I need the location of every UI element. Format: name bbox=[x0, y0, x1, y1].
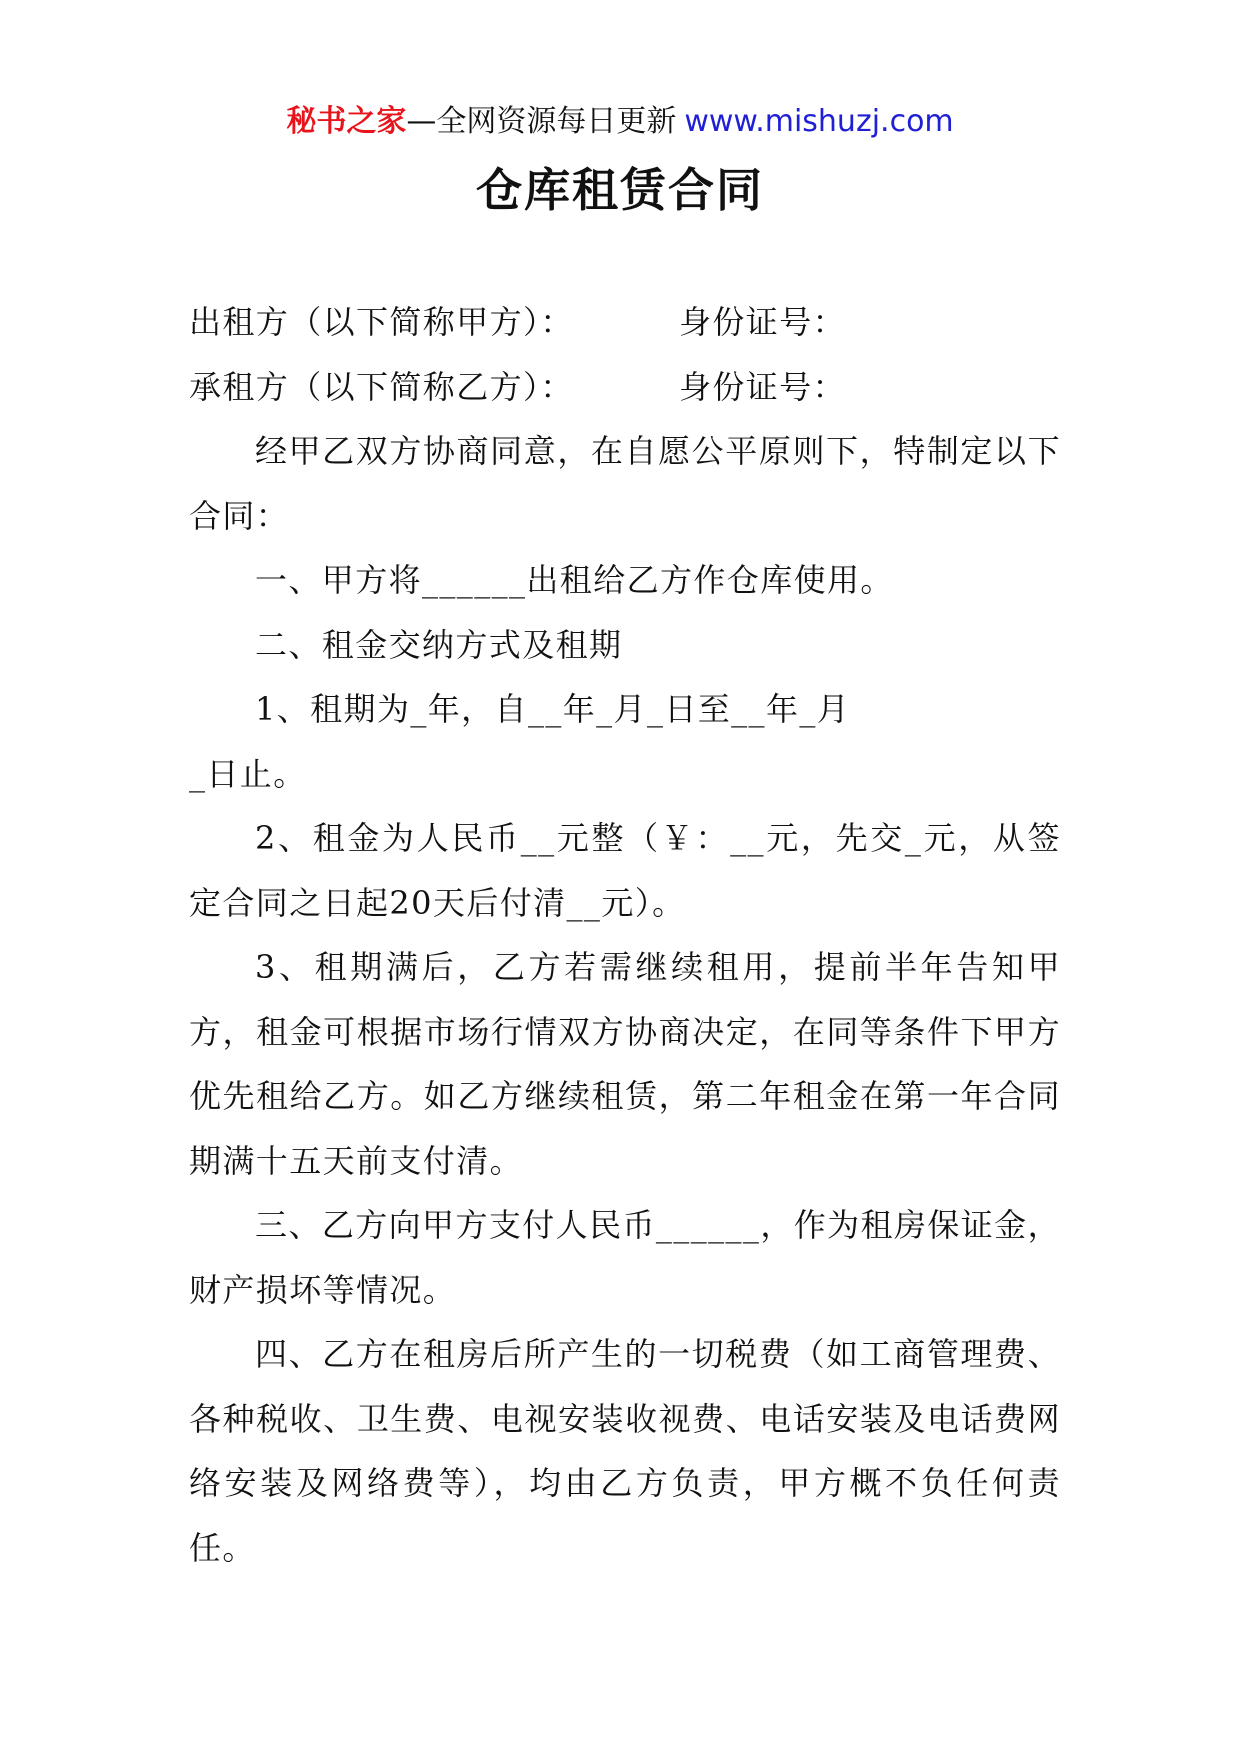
clause-4: 四、乙方在租房后所产生的一切税费（如工商管理费、各种税收、卫生费、电视安装收视费、电话安装及电话费网络安装及网络费等），均由乙方负责，甲方概不负任何责任。 bbox=[189, 1335, 1061, 1567]
site-url-link[interactable]: www.mishuzj.com bbox=[684, 104, 954, 139]
lessee-label: 承租方（以下简称乙方）： bbox=[189, 367, 574, 406]
site-brand: 秘书之家 bbox=[286, 104, 407, 139]
clause-1: 一、甲方将______出租给乙方作仓库使用。 bbox=[255, 561, 894, 599]
lessee-row bbox=[189, 355, 1061, 420]
clause-2-3: 3、租期满后，乙方若需继续租用，提前半年告知甲方，租金可根据市场行情双方协商决定，在同等条件下甲方优先租给乙方。如乙方继续租赁，第二年租金在第一年合同期满十五天前支付清。 bbox=[189, 948, 1061, 1180]
site-tagline: —全网资源每日更新 bbox=[406, 104, 677, 139]
document-title: 仓库租赁合同 bbox=[476, 163, 764, 217]
site-header bbox=[0, 102, 1240, 142]
clause-2-heading: 二、租金交纳方式及租期 bbox=[255, 625, 623, 664]
clause-2-1-line-2: _日止。 bbox=[189, 754, 307, 793]
intro-paragraph: 经甲乙双方协商同意，在自愿公平原则下，特制定以下合同： bbox=[189, 432, 1061, 535]
clause-3: 三、乙方向甲方支付人民币______，作为租房保证金，财产损坏等情况。 bbox=[189, 1206, 1061, 1309]
document-body bbox=[189, 290, 1061, 1580]
lessor-label: 出租方（以下简称甲方）： bbox=[189, 303, 574, 341]
lessor-row bbox=[189, 290, 1061, 355]
lessee-id-label: 身份证号： bbox=[679, 367, 847, 406]
lessor-id-label: 身份证号： bbox=[679, 303, 847, 341]
clause-2-1-line-1: 1、租期为_年，自__年_月_日至__年_月 bbox=[255, 690, 851, 728]
clause-2-2: 2、租金为人民币__元整（￥：__元，先交_元，从签定合同之日起20天后付清__元）。 bbox=[189, 819, 1061, 922]
